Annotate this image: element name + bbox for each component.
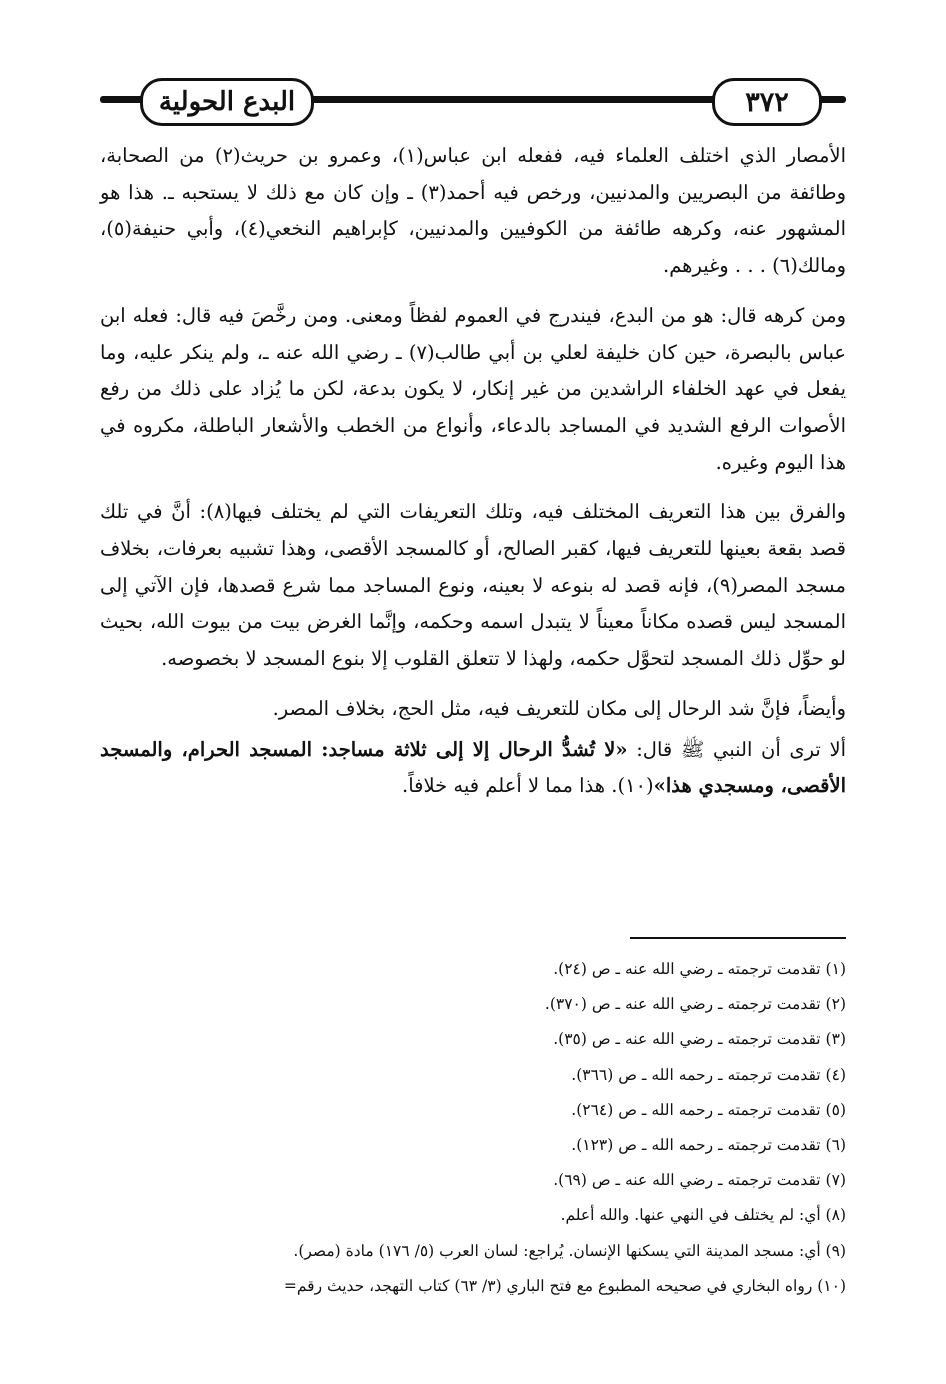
main-text bbox=[100, 138, 846, 818]
footnotes bbox=[100, 952, 846, 1304]
page-header bbox=[100, 70, 846, 130]
running-title: البدع الحولية bbox=[140, 78, 314, 126]
footnote-5: (٥) تقدمت ترجمته ـ رحمه الله ـ ص (٢٦٤). bbox=[571, 1100, 846, 1119]
paragraph-3: والفرق بين هذا التعريف المختلف فيه، وتلك التعريفات التي لم يختلف فيها(٨): أنَّ في تلك قصد بقعة بعينها للتعريف فيها، كقبر الصالح، أو كالمسجد الأقصى، وهذا تشبيه بعرفات، بخلاف مسجد المصر(٩)، فإنه قصد له بنوعه لا بعينه، ونوع المساجد مما شرع قصدها، فإن الآتي إلى المسجد ليس قصده مكاناً معيناً لا يتبدل اسمه وحكمه، وإنَّما الغرض بيت من بيوت الله، بحيث لو حوِّل ذلك المسجد لتحوَّل حكمه، ولهذا لا تتعلق القلوب إلا بنوع المسجد لا بخصوصه. bbox=[100, 500, 846, 671]
footnote-7: (٧) تقدمت ترجمته ـ رضي الله عنه ـ ص (٦٩). bbox=[553, 1171, 846, 1190]
paragraph-1: الأمصار الذي اختلف العلماء فيه، ففعله ابن عباس(١)، وعمرو بن حريث(٢) من الصحابة، وطائفة من البصريين والمدنيين، ورخص فيه أحمد(٣) ـ وإن كان مع ذلك لا يستحبه ـ. هذا هو المشهور عنه، وكرهه طائفة من الكوفيين والمدنيين، كإبراهيم النخعي(٤)، وأبي حنيفة(٥)، ومالك(٦) . . . وغيرهم. bbox=[100, 144, 846, 278]
footnote-8: (٨) أي: لم يختلف في النهي عنها. والله أعلم. bbox=[560, 1206, 846, 1225]
hadith-conclusion: (١٠). هذا مما لا أعلم فيه خلافاً. bbox=[402, 774, 654, 798]
footnote-2: (٢) تقدمت ترجمته ـ رضي الله عنه ـ ص (٣٧٠). bbox=[544, 995, 846, 1014]
footnote-3: (٣) تقدمت ترجمته ـ رضي الله عنه ـ ص (٣٥). bbox=[553, 1030, 846, 1049]
footnote-1: (١) تقدمت ترجمته ـ رضي الله عنه ـ ص (٢٤). bbox=[553, 960, 846, 978]
page-number: ٣٧٢ bbox=[712, 78, 822, 126]
hadith-paragraph bbox=[100, 732, 846, 805]
header-rule-right bbox=[818, 96, 846, 103]
footnote-10: (١٠) رواه البخاري في صحيحه المطبوع مع فتح الباري (٣/ ٦٣) كتاب التهجد، حديث رقم= bbox=[283, 1276, 846, 1295]
footnote-9: (٩) أي: مسجد المدينة التي يسكنها الإنسان. يُراجع: لسان العرب (٥/ ١٧٦) مادة (مصر). bbox=[293, 1241, 846, 1260]
paragraph-4: وأيضاً، فإنَّ شد الرحال إلى مكان للتعريف فيه، مثل الحج، بخلاف المصر. bbox=[272, 696, 846, 720]
hadith-intro: ألا ترى أن النبي ﷺ قال: bbox=[627, 737, 846, 761]
hadith-quote: «لا تُشدُّ الرحال إلا إلى ثلاثة مساجد: المسجد الحرام، والمسجد الأقصى، ومسجدي هذا» bbox=[100, 737, 846, 798]
footnote-separator bbox=[630, 937, 846, 939]
footnote-4: (٤) تقدمت ترجمته ـ رحمه الله ـ ص (٣٦٦). bbox=[571, 1065, 846, 1084]
footnote-6: (٦) تقدمت ترجمته ـ رحمه الله ـ ص (١٢٣). bbox=[571, 1136, 846, 1155]
paragraph-2: ومن كرهه قال: هو من البدع، فيندرج في العموم لفظاً ومعنى. ومن رخَّصَ فيه قال: فعله ابن عباس بالبصرة، حين كان خليفة لعلي بن أبي طالب(٧) ـ رضي الله عنه ـ، ولم ينكر عليه، وما يفعل في عهد الخلفاء الراشدين من غير إنكار، لا يكون بدعة، لكن ما يُزاد على ذلك من رفع الأصوات الرفع الشديد في المساجد بالدعاء، وأنواع من الخطب والأشعار الباطلة، مكروه في هذا اليوم وغيره. bbox=[100, 303, 846, 474]
